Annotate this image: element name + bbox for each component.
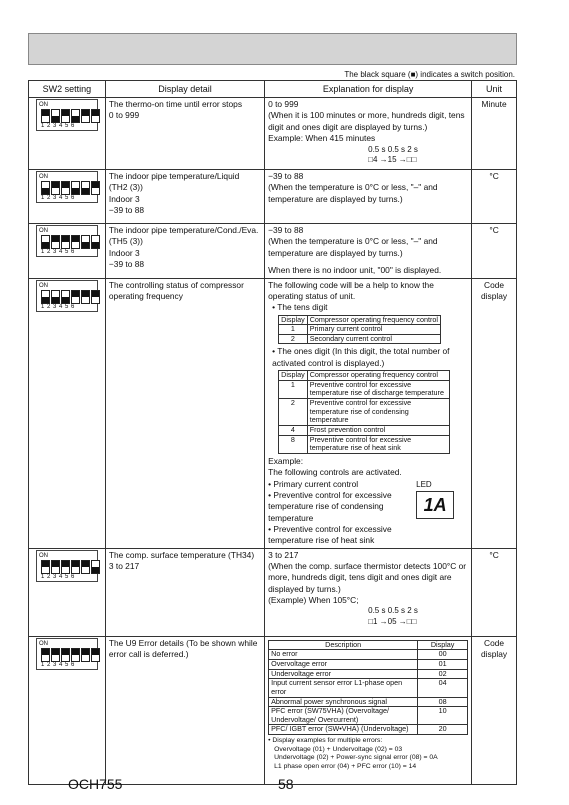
detail-line: (TH5 (3)) [108,236,143,247]
switch-diagram [36,550,98,582]
expl-line: −39 to 88 [268,225,304,236]
switch-knob [92,291,99,297]
err-head-desc: Description [269,640,418,650]
detail-line: 3 to 217 [108,561,140,572]
ones-desc: Preventive control for excessive temperature rise of discharge temperature [307,380,449,398]
err-note: Undervoltage (02) + Power-sync signal error (08) = 0A [274,754,438,762]
section-title-bar [28,33,517,65]
switch-knob [82,110,89,116]
switch-knob [42,649,49,655]
dip-switch-2 [51,290,60,304]
expl-intro: The following code will be a help to know the operating status of unit. [268,279,434,301]
err-desc: No error [269,650,418,660]
dip-switch-2 [51,235,60,249]
sw-cell [29,98,106,170]
expl-cell [265,636,472,784]
dip-switch-5 [81,290,90,304]
err-code: 01 [418,659,468,669]
dip-switch-1 [41,290,50,304]
switch-knob [92,242,99,248]
ones-desc: Preventive control for excessive temperature rise of condensing temperature [307,399,449,426]
dip-switch-6 [91,109,100,123]
tens-label: • The tens digit [272,302,328,313]
switch-diagram [36,225,98,257]
unit-cell: Minute [472,98,517,170]
dip-switch-4 [71,560,80,574]
switch-knob [62,649,69,655]
sw-cell [29,636,106,784]
dip-switch-5 [81,648,90,662]
switch-knob [72,291,79,297]
switch-knob [62,182,69,188]
header-row [29,81,517,98]
led-display: 1A [416,491,454,519]
timing-labels: 0.5 s 0.5 s 2 s [368,606,418,616]
example-line: The following controls are activated. [268,467,402,478]
switch-knob [42,561,49,567]
tens-desc: Primary current control [307,325,440,335]
switch-knob [82,291,89,297]
expl-cell [265,548,472,636]
expl-cell [265,170,472,224]
dip-switch-4 [71,109,80,123]
sw-cell [29,278,106,548]
unit-cell: Code display [472,278,517,548]
err-desc: Input current sensor error L1-phase open error [269,679,418,697]
on-label: ON [38,282,48,289]
detail-line: (TH2 (3)) [108,182,143,193]
switch-knob [82,561,89,567]
sw-cell [29,224,106,278]
dip-switch-3 [61,560,70,574]
switch-numbers: 1 2 3 4 5 6 [40,303,75,310]
switch-numbers: 1 2 3 4 5 6 [40,573,75,580]
table-row [29,224,517,278]
dip-switch-1 [41,235,50,249]
example-line: • Primary current control [268,478,359,489]
dip-switch-5 [81,560,90,574]
dip-switch-6 [91,648,100,662]
switch-diagram [36,280,98,312]
detail-line: The controlling status of compressor operating frequency [108,279,244,301]
expl-line: −39 to 88 [268,171,304,182]
detail-cell [105,636,264,784]
dip-switch-5 [81,235,90,249]
unit-cell: °C [472,548,517,636]
on-label: ON [38,640,48,647]
expl-line: Example: When 415 minutes [268,133,376,144]
ones-code: 4 [279,426,308,436]
table-row [29,636,517,784]
table-row [29,170,517,224]
switch-knob [92,110,99,116]
table-row [29,98,517,170]
unit-cell: °C [472,170,517,224]
sw-cell [29,548,106,636]
expl-line: 3 to 217 [268,549,299,560]
page-number: 58 [278,776,294,792]
col-sw2: SW2 setting [29,81,106,98]
ones-label: • The ones digit (In this digit, the total number of activated control is displayed.) [272,346,450,368]
switch-numbers: 1 2 3 4 5 6 [40,661,75,668]
detail-cell [105,548,264,636]
col-unit: Unit [472,81,517,98]
model-number: OCH755 [68,776,123,792]
unit-cell: Code display [472,636,517,784]
dip-switch-2 [51,560,60,574]
detail-line: −39 to 88 [108,259,145,270]
on-label: ON [38,552,48,559]
err-desc: PFC error (SW75VHA) (Overvoltage/ Undervoltage/ Overcurrent) [269,707,418,725]
detail-line: The indoor pipe temperature/Liquid [108,171,240,182]
err-desc: Overvoltage error [269,659,418,669]
err-code: 08 [418,697,468,707]
switch-knob [92,649,99,655]
tens-table [278,315,441,345]
detail-cell [105,170,264,224]
timing-labels: 0.5 s 0.5 s 2 s [368,144,418,154]
expl-cell [265,278,472,548]
dip-switch-6 [91,560,100,574]
switch-knob [62,561,69,567]
dip-switch-2 [51,648,60,662]
dip-switch-4 [71,181,80,195]
switch-knob [92,182,99,188]
dip-switch-1 [41,181,50,195]
dip-switch-1 [41,109,50,123]
table-row [29,548,517,636]
detail-cell [105,224,264,278]
switch-diagram [36,99,98,131]
detail-line: Indoor 3 [108,247,140,258]
ones-desc: Preventive control for excessive temperature rise of heat sink [307,435,449,453]
expl-line: (Example) When 105°C; [268,595,359,606]
on-label: ON [38,174,48,181]
dip-switch-2 [51,109,60,123]
expl-line: When there is no indoor unit, "00" is displayed. [268,265,442,276]
tens-desc: Secondary current control [307,334,440,344]
col-expl: Explanation for display [265,81,472,98]
table-row [29,278,517,548]
switch-knob [72,236,79,242]
expl-cell [265,98,472,170]
switch-numbers: 1 2 3 4 5 6 [40,195,75,202]
expl-line: (When the temperature is 0°C or less, "–" and temperature are displayed by turns.) [268,236,438,258]
switch-knob [52,561,59,567]
timing-sequence: □1 →05 →□□ [368,617,417,627]
err-note: Overvoltage (01) + Undervoltage (02) = 03 [274,745,403,753]
err-head-display: Display [418,640,468,650]
sw2-table [28,80,517,785]
switch-knob [92,567,99,573]
switch-knob [52,182,59,188]
tens-head-display: Display [279,315,308,325]
tens-code: 2 [279,334,308,344]
on-label: ON [38,102,48,109]
ones-table [278,370,450,454]
detail-cell [105,278,264,548]
tens-head-control: Compressor operating frequency control [307,315,440,325]
dip-switch-4 [71,235,80,249]
switch-knob [52,649,59,655]
example-line: • Preventive control for excessive temperature rise of heat sink [268,523,392,546]
dip-switch-5 [81,181,90,195]
expl-cell [265,224,472,278]
switch-knob [82,242,89,248]
detail-line: 0 to 999 [108,110,140,121]
switch-knob [62,236,69,242]
detail-line: The indoor pipe temperature/Cond./Eva. [108,225,259,236]
detail-line: The thermo-on time until error stops [108,99,243,110]
err-code: 10 [418,707,468,725]
ones-code: 1 [279,380,308,398]
switch-numbers: 1 2 3 4 5 6 [40,249,75,256]
switch-knob [82,188,89,194]
err-note: L1 phase open error (04) + PFC error (10) = 14 [274,762,417,770]
ones-code: 2 [279,399,308,426]
led-label: LED [416,479,432,489]
detail-line: −39 to 88 [108,205,145,216]
switch-knob [52,236,59,242]
ones-code: 8 [279,435,308,453]
err-desc: Undervoltage error [269,669,418,679]
dip-switch-1 [41,648,50,662]
ones-head-control: Compressor operating frequency control [307,371,449,381]
dip-switch-6 [91,290,100,304]
dip-switch-3 [61,290,70,304]
switch-knob [72,561,79,567]
example-line: Example: [268,455,304,466]
dip-switch-2 [51,181,60,195]
err-code: 20 [418,725,468,735]
sw-cell [29,170,106,224]
err-desc: PFC/ IGBT error (SW•VHA) (Undervoltage) [269,725,418,735]
example-line: • Preventive control for excessive temperature rise of condensing temperature [268,489,392,523]
dip-switch-1 [41,560,50,574]
switch-knob [62,110,69,116]
detail-line: Indoor 3 [108,193,140,204]
dip-switch-6 [91,235,100,249]
err-code: 02 [418,669,468,679]
switch-note: The black square (■) indicates a switch position. [344,70,515,79]
detail-line: The comp. surface temperature (TH34) [108,549,255,560]
switch-knob [82,649,89,655]
dip-switch-3 [61,181,70,195]
switch-knob [42,110,49,116]
timing-sequence: □4 →15 →□□ [368,155,417,165]
dip-switch-4 [71,290,80,304]
unit-cell: °C [472,224,517,278]
expl-line: (When it is 100 minutes or more, hundreds digit, tens digit and ones digit are displayed by turns.) [268,110,465,132]
err-code: 00 [418,650,468,660]
ones-head-display: Display [279,371,308,381]
expl-line: (When the temperature is 0°C or less, "–" and temperature are displayed by turns.) [268,182,438,204]
switch-knob [72,649,79,655]
col-detail: Display detail [105,81,264,98]
expl-line: (When the comp. surface thermistor detects 100°C or more, hundreds digit, tens digit and ones digit are displayed by turns.) [268,561,467,594]
detail-line: The U9 Error details (To be shown while error call is deferred.) [108,637,258,660]
on-label: ON [38,228,48,235]
tens-code: 1 [279,325,308,335]
err-code: 04 [418,679,468,697]
err-note: • Display examples for multiple errors: [268,737,383,745]
dip-switch-3 [61,648,70,662]
switch-numbers: 1 2 3 4 5 6 [40,123,75,130]
detail-cell [105,98,264,170]
ones-desc: Frost prevention control [307,426,449,436]
switch-diagram [36,638,98,670]
dip-switch-6 [91,181,100,195]
dip-switch-4 [71,648,80,662]
dip-switch-3 [61,235,70,249]
dip-switch-3 [61,109,70,123]
expl-line: 0 to 999 [268,99,299,110]
err-desc: Abnormal power synchronous signal [269,697,418,707]
error-table [268,640,468,735]
switch-diagram [36,171,98,203]
dip-switch-5 [81,109,90,123]
